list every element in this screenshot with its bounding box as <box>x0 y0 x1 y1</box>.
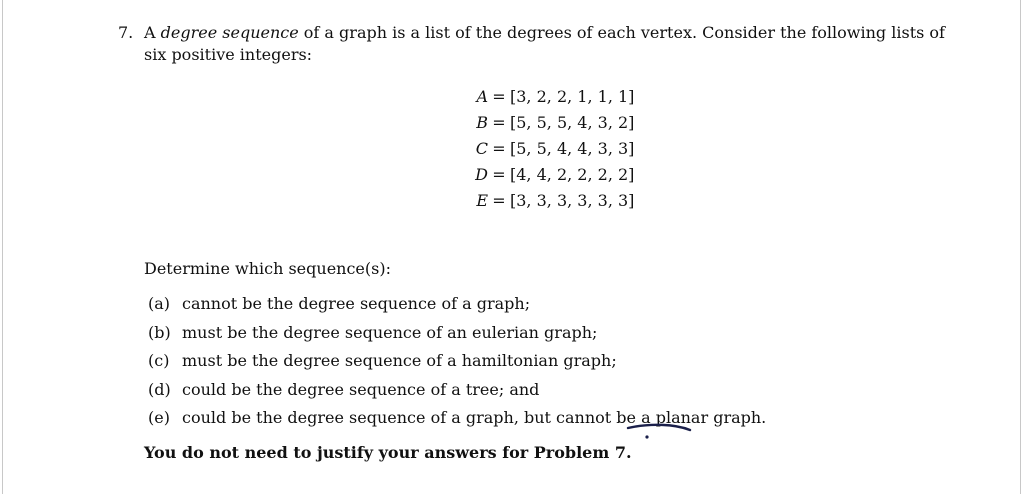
part-label: (a) <box>148 294 171 313</box>
part-text: must be the degree sequence of an eulerian graph; <box>182 322 598 342</box>
equals-sign: = <box>492 87 506 106</box>
part-text: cannot be the degree sequence of a graph; <box>182 294 531 313</box>
part-label: (c) <box>148 351 170 370</box>
intro-after: of a graph is a list of the degrees of each vertex. Consider the following lists of six positive integers: <box>144 23 945 64</box>
part-label: (e) <box>148 408 170 427</box>
equals-sign: = <box>492 139 506 158</box>
equals-sign: = <box>492 165 506 184</box>
part-text: could be the degree sequence of a tree; and <box>182 379 540 399</box>
annotation-dot <box>645 435 648 438</box>
sequence-name: D <box>475 165 488 184</box>
part-text: could be the degree sequence of a graph, but cannot be a planar graph. <box>182 408 767 427</box>
determine-prompt: Determine which sequence(s): <box>144 259 391 278</box>
intro-before: A <box>144 23 161 42</box>
sequence-name: B <box>476 113 488 132</box>
sequence-name: E <box>476 191 488 210</box>
equals-sign: = <box>492 113 506 132</box>
sequence-name: A <box>476 87 488 106</box>
sequence-value: [3, 3, 3, 3, 3, 3] <box>510 191 635 210</box>
part-label: (d) <box>148 379 171 399</box>
underline-stroke <box>628 425 690 430</box>
part-label: (b) <box>148 322 171 342</box>
problem-number: 7. <box>118 23 134 42</box>
equals-sign: = <box>492 191 506 210</box>
sequence-value: [3, 2, 2, 1, 1, 1] <box>510 87 635 106</box>
instruction-note: You do not need to justify your answers for Problem 7. <box>144 443 632 462</box>
sequence-name: C <box>475 139 488 158</box>
part-text: must be the degree sequence of a hamiltonian graph; <box>182 351 617 370</box>
sequence-value: [5, 5, 5, 4, 3, 2] <box>510 113 635 132</box>
sequence-value: [5, 5, 4, 4, 3, 3] <box>510 139 635 158</box>
sequence-value: [4, 4, 2, 2, 2, 2] <box>510 165 635 184</box>
intro-term: degree sequence <box>160 23 299 42</box>
